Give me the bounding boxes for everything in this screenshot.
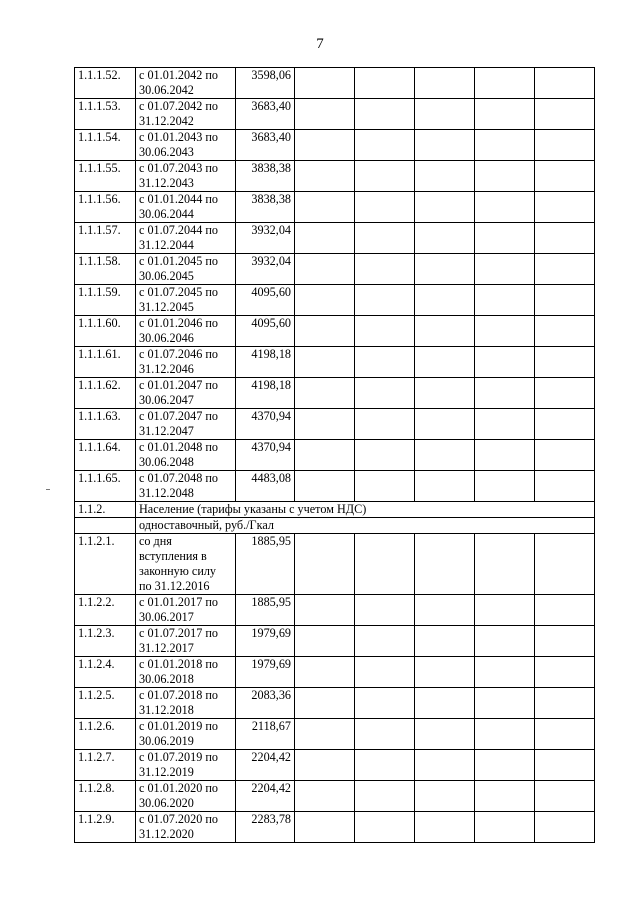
empty-cell (535, 595, 595, 626)
section-population (75, 502, 595, 534)
empty-cell (415, 161, 475, 192)
table-row (75, 750, 595, 781)
empty-cell (355, 378, 415, 409)
row-number: 1.1.1.64. (75, 440, 136, 471)
empty-cell (355, 316, 415, 347)
section-title: Население (тарифы указаны с учетом НДС) (136, 502, 595, 518)
empty-cell (295, 595, 355, 626)
tariff-rows-population (75, 534, 595, 843)
empty-cell (415, 285, 475, 316)
empty-cell (295, 750, 355, 781)
empty-cell (355, 626, 415, 657)
empty-cell (415, 130, 475, 161)
row-period: с 01.07.2047 по 31.12.2047 (136, 409, 236, 440)
empty-cell (535, 254, 595, 285)
empty-cell (475, 719, 535, 750)
empty-cell (475, 440, 535, 471)
empty-cell (415, 68, 475, 99)
empty-cell (475, 316, 535, 347)
tariff-table (74, 67, 595, 843)
empty-cell (535, 378, 595, 409)
empty-cell (295, 130, 355, 161)
row-number: 1.1.1.59. (75, 285, 136, 316)
empty-cell (535, 534, 595, 595)
empty-cell (535, 161, 595, 192)
empty-cell (415, 378, 475, 409)
table-row (75, 719, 595, 750)
row-period: с 01.01.2042 по 30.06.2042 (136, 68, 236, 99)
row-period: с 01.01.2047 по 30.06.2047 (136, 378, 236, 409)
empty-cell (415, 316, 475, 347)
empty-cell (475, 812, 535, 843)
row-period: с 01.07.2019 по 31.12.2019 (136, 750, 236, 781)
row-value: 3932,04 (236, 254, 295, 285)
empty-cell (415, 254, 475, 285)
table-row (75, 347, 595, 378)
row-value: 4370,94 (236, 409, 295, 440)
empty-cell (535, 223, 595, 254)
row-number: 1.1.2.6. (75, 719, 136, 750)
row-number: 1.1.1.54. (75, 130, 136, 161)
empty-cell (355, 595, 415, 626)
row-period: с 01.01.2017 по 30.06.2017 (136, 595, 236, 626)
row-number: 1.1.1.52. (75, 68, 136, 99)
empty-cell (355, 812, 415, 843)
row-period: с 01.07.2018 по 31.12.2018 (136, 688, 236, 719)
empty-cell (355, 781, 415, 812)
table-row (75, 781, 595, 812)
row-period: со дня вступления в законную силу по 31.12.2016 (136, 534, 236, 595)
empty-cell (415, 719, 475, 750)
empty-cell (535, 471, 595, 502)
empty-cell (355, 409, 415, 440)
empty-cell (355, 657, 415, 688)
empty-cell (475, 223, 535, 254)
row-value: 2204,42 (236, 750, 295, 781)
empty-cell (535, 688, 595, 719)
empty-cell (295, 688, 355, 719)
empty-cell (355, 750, 415, 781)
row-number: 1.1.1.62. (75, 378, 136, 409)
row-value: 1979,69 (236, 626, 295, 657)
row-number: 1.1.1.61. (75, 347, 136, 378)
section-number: 1.1.2. (75, 502, 136, 518)
section-header-row (75, 502, 595, 518)
empty-cell (475, 657, 535, 688)
empty-cell (535, 719, 595, 750)
empty-cell (475, 192, 535, 223)
row-number: 1.1.1.65. (75, 471, 136, 502)
empty-cell (475, 626, 535, 657)
table-row (75, 130, 595, 161)
table-row (75, 626, 595, 657)
row-value: 1885,95 (236, 534, 295, 595)
row-number: 1.1.2.7. (75, 750, 136, 781)
empty-cell (415, 626, 475, 657)
empty-cell (355, 161, 415, 192)
table-row (75, 812, 595, 843)
empty-cell (295, 657, 355, 688)
row-period: с 01.01.2044 по 30.06.2044 (136, 192, 236, 223)
table-row (75, 254, 595, 285)
empty-cell (415, 595, 475, 626)
table-row (75, 471, 595, 502)
row-period: с 01.01.2019 по 30.06.2019 (136, 719, 236, 750)
empty-cell (295, 223, 355, 254)
row-period: с 01.07.2043 по 31.12.2043 (136, 161, 236, 192)
row-number: 1.1.1.60. (75, 316, 136, 347)
row-value: 3683,40 (236, 99, 295, 130)
empty-cell (415, 440, 475, 471)
table-row (75, 161, 595, 192)
empty-cell (415, 750, 475, 781)
empty-cell (295, 378, 355, 409)
row-value: 4198,18 (236, 347, 295, 378)
row-number: 1.1.1.63. (75, 409, 136, 440)
empty-cell (355, 254, 415, 285)
row-value: 4095,60 (236, 285, 295, 316)
empty-cell (355, 347, 415, 378)
empty-cell (475, 688, 535, 719)
empty-cell (535, 130, 595, 161)
table-row (75, 595, 595, 626)
row-number: 1.1.1.57. (75, 223, 136, 254)
empty-cell (355, 99, 415, 130)
row-number: 1.1.1.56. (75, 192, 136, 223)
empty-cell (535, 781, 595, 812)
table-row (75, 440, 595, 471)
table-row (75, 223, 595, 254)
empty-cell (295, 68, 355, 99)
empty-cell (415, 347, 475, 378)
row-number: 1.1.2.8. (75, 781, 136, 812)
section-subtitle: одноставочный, руб./Гкал (136, 518, 595, 534)
page-number: 7 (316, 36, 324, 52)
row-value: 3683,40 (236, 130, 295, 161)
row-period: с 01.07.2045 по 31.12.2045 (136, 285, 236, 316)
row-number: 1.1.1.53. (75, 99, 136, 130)
row-value: 1885,95 (236, 595, 295, 626)
empty-cell (535, 192, 595, 223)
empty-cell (355, 285, 415, 316)
empty-cell (475, 99, 535, 130)
row-number: 1.1.2.3. (75, 626, 136, 657)
empty-cell (415, 409, 475, 440)
row-number: 1.1.2.5. (75, 688, 136, 719)
empty-cell (355, 440, 415, 471)
table-row (75, 316, 595, 347)
row-value: 2204,42 (236, 781, 295, 812)
row-period: с 01.07.2017 по 31.12.2017 (136, 626, 236, 657)
empty-cell (475, 285, 535, 316)
scan-speck (46, 489, 50, 490)
empty-cell (295, 161, 355, 192)
row-period: с 01.01.2048 по 30.06.2048 (136, 440, 236, 471)
empty-cell (295, 719, 355, 750)
empty-cell (535, 812, 595, 843)
empty-cell (295, 626, 355, 657)
row-value: 3838,38 (236, 161, 295, 192)
empty-cell (535, 409, 595, 440)
empty-cell (475, 534, 535, 595)
empty-cell (295, 316, 355, 347)
empty-cell (475, 378, 535, 409)
empty-cell (295, 409, 355, 440)
empty-cell (355, 688, 415, 719)
empty-cell (475, 471, 535, 502)
row-period: с 01.07.2046 по 31.12.2046 (136, 347, 236, 378)
empty-cell (535, 99, 595, 130)
empty-cell (415, 812, 475, 843)
row-number: 1.1.2.2. (75, 595, 136, 626)
row-value: 4370,94 (236, 440, 295, 471)
empty-cell (475, 130, 535, 161)
empty-cell (355, 534, 415, 595)
empty-cell (475, 347, 535, 378)
row-period: с 01.01.2020 по 30.06.2020 (136, 781, 236, 812)
section-subtitle-row (75, 518, 595, 534)
empty-cell (415, 657, 475, 688)
tariff-rows-enterprises (75, 68, 595, 502)
empty-cell (355, 719, 415, 750)
empty-cell (415, 223, 475, 254)
empty-cell (355, 471, 415, 502)
empty-cell (355, 223, 415, 254)
empty-cell (295, 254, 355, 285)
row-value: 2118,67 (236, 719, 295, 750)
row-period: с 01.01.2043 по 30.06.2043 (136, 130, 236, 161)
empty-cell (535, 285, 595, 316)
empty-cell (475, 409, 535, 440)
row-value: 3932,04 (236, 223, 295, 254)
row-period: с 01.07.2048 по 31.12.2048 (136, 471, 236, 502)
row-value: 4198,18 (236, 378, 295, 409)
table-row (75, 378, 595, 409)
empty-cell (415, 99, 475, 130)
empty-cell (535, 750, 595, 781)
empty-cell (355, 130, 415, 161)
empty-cell (415, 781, 475, 812)
row-number: 1.1.1.55. (75, 161, 136, 192)
empty-cell (535, 316, 595, 347)
row-value: 2283,78 (236, 812, 295, 843)
row-period: с 01.07.2020 по 31.12.2020 (136, 812, 236, 843)
empty-cell (475, 161, 535, 192)
row-value: 3598,06 (236, 68, 295, 99)
row-value: 4483,08 (236, 471, 295, 502)
empty-cell (295, 781, 355, 812)
empty-cell (535, 347, 595, 378)
empty-cell (415, 688, 475, 719)
section-subtitle-number-cell (75, 518, 136, 534)
row-number: 1.1.2.9. (75, 812, 136, 843)
row-value: 2083,36 (236, 688, 295, 719)
empty-cell (415, 534, 475, 595)
table-row (75, 285, 595, 316)
empty-cell (295, 440, 355, 471)
empty-cell (295, 812, 355, 843)
row-period: с 01.01.2046 по 30.06.2046 (136, 316, 236, 347)
table-row (75, 409, 595, 440)
row-period: с 01.01.2018 по 30.06.2018 (136, 657, 236, 688)
empty-cell (535, 68, 595, 99)
row-number: 1.1.2.4. (75, 657, 136, 688)
empty-cell (415, 192, 475, 223)
empty-cell (535, 657, 595, 688)
empty-cell (475, 595, 535, 626)
row-number: 1.1.1.58. (75, 254, 136, 285)
empty-cell (475, 254, 535, 285)
table-row (75, 688, 595, 719)
row-period: с 01.07.2042 по 31.12.2042 (136, 99, 236, 130)
table-row (75, 192, 595, 223)
table-row (75, 657, 595, 688)
row-period: с 01.01.2045 по 30.06.2045 (136, 254, 236, 285)
table-row (75, 534, 595, 595)
empty-cell (295, 347, 355, 378)
empty-cell (295, 99, 355, 130)
empty-cell (295, 285, 355, 316)
row-period: с 01.07.2044 по 31.12.2044 (136, 223, 236, 254)
empty-cell (475, 781, 535, 812)
empty-cell (295, 534, 355, 595)
empty-cell (475, 750, 535, 781)
empty-cell (415, 471, 475, 502)
empty-cell (355, 68, 415, 99)
table-row (75, 68, 595, 99)
empty-cell (535, 440, 595, 471)
empty-cell (475, 68, 535, 99)
empty-cell (295, 192, 355, 223)
empty-cell (535, 626, 595, 657)
row-value: 4095,60 (236, 316, 295, 347)
row-value: 3838,38 (236, 192, 295, 223)
row-number: 1.1.2.1. (75, 534, 136, 595)
empty-cell (355, 192, 415, 223)
table-row (75, 99, 595, 130)
row-value: 1979,69 (236, 657, 295, 688)
empty-cell (295, 471, 355, 502)
